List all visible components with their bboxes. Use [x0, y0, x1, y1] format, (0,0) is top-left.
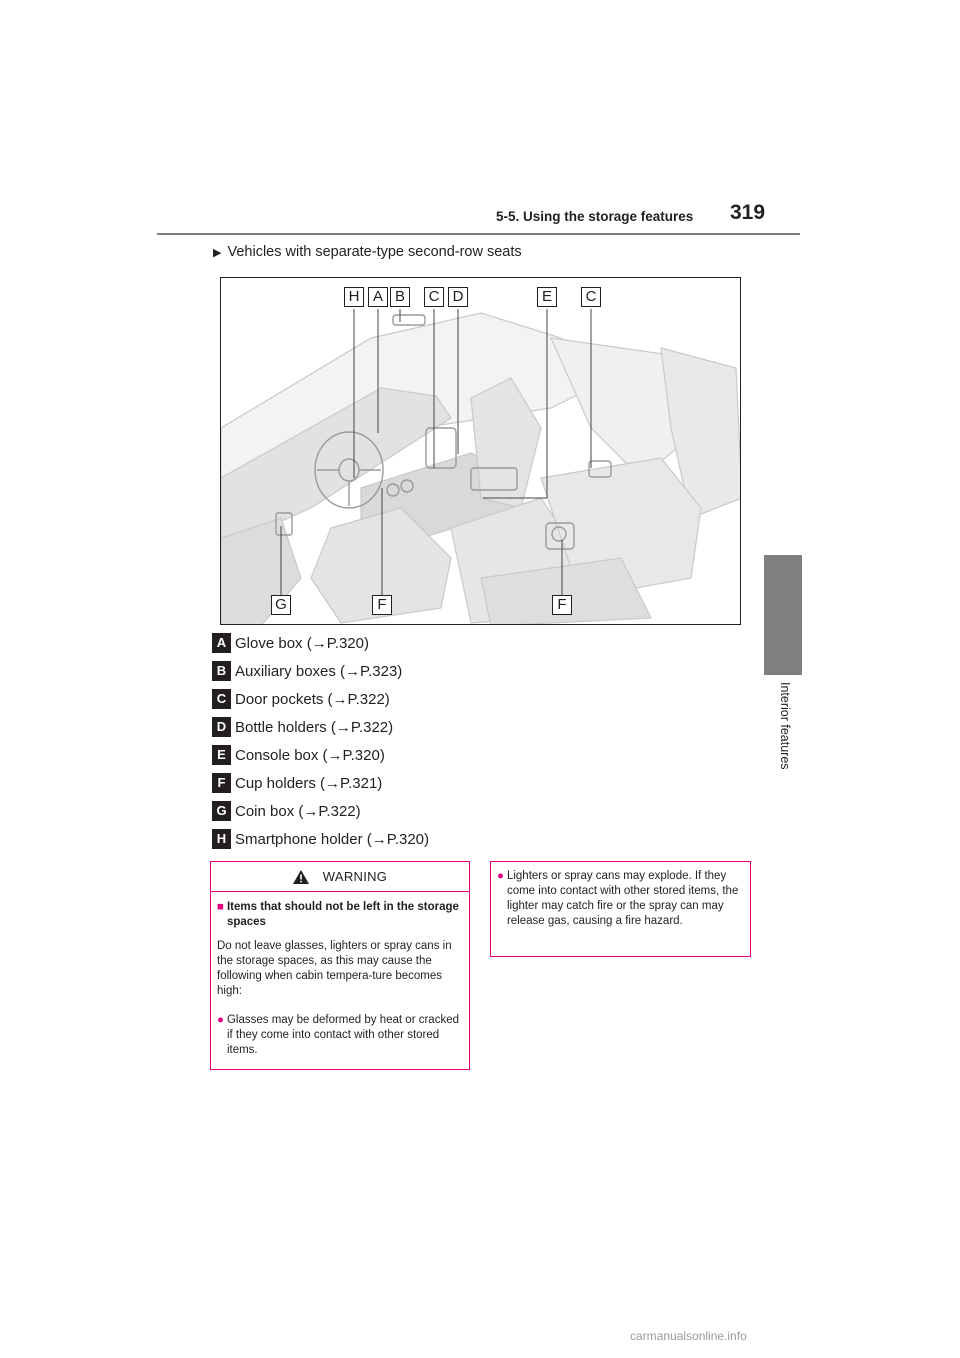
warning-title: WARNING	[322, 869, 388, 884]
warning-bullet	[497, 869, 744, 929]
legend-badge: A	[212, 633, 231, 653]
callout-e: E	[537, 287, 557, 307]
legend-item	[212, 772, 382, 794]
legend-badge: D	[212, 717, 231, 737]
square-bullet-icon: ■	[217, 901, 224, 913]
legend-badge: G	[212, 801, 231, 821]
footer-watermark: carmanualsonline.info	[630, 1329, 747, 1343]
legend-item	[212, 828, 429, 850]
legend-item	[212, 744, 385, 766]
warning-header	[211, 862, 469, 892]
legend-text: Bottle holders (→P.322)	[235, 718, 394, 736]
circle-bullet-icon: ●	[217, 1014, 224, 1026]
warning-bullet-text: Lighters or spray cans may explode. If they come into contact with other stored items, the lighter may catch fire or the spray can may release gas, causing a fire hazard.	[506, 870, 739, 927]
callout-d: D	[448, 287, 468, 307]
warning-continuation-box	[490, 861, 751, 957]
warning-continuation-body	[491, 862, 750, 929]
callout-f-front: F	[372, 595, 392, 615]
legend-badge: F	[212, 773, 231, 793]
warning-bullet-text: Glasses may be deformed by heat or cracked if they come into contact with other stored items.	[226, 1014, 459, 1056]
legend-item	[212, 800, 361, 822]
interior-drawing	[221, 278, 741, 625]
warning-triangle-icon	[293, 870, 309, 884]
triangle-bullet-icon: ▶	[213, 246, 222, 259]
header-rule	[157, 233, 800, 235]
callout-h: H	[344, 287, 364, 307]
figure-subheading	[213, 244, 522, 260]
legend-badge: C	[212, 689, 231, 709]
chapter-title: Interior features	[778, 682, 792, 770]
callout-c-rear: C	[581, 287, 601, 307]
page-number: 319	[730, 201, 766, 224]
callout-c-front: C	[424, 287, 444, 307]
legend-item	[212, 688, 390, 710]
warning-subheading-text: Items that should not be left in the storage spaces	[226, 901, 459, 928]
legend-text: Smartphone holder (→P.320)	[235, 830, 430, 848]
legend-text: Coin box (→P.322)	[235, 802, 361, 820]
warning-body	[211, 892, 469, 1058]
callout-a: A	[368, 287, 388, 307]
callout-b: B	[390, 287, 410, 307]
warning-box	[210, 861, 470, 1070]
legend-text: Cup holders (→P.321)	[235, 774, 383, 792]
chapter-title-tab	[764, 680, 802, 790]
callout-g: G	[271, 595, 291, 615]
legend-text: Door pockets (→P.322)	[235, 690, 390, 708]
warning-paragraph: Do not leave glasses, lighters or spray cans in the storage spaces, as this may cause the following when cabin tempera-ture becomes high:	[217, 940, 452, 997]
legend-text: Console box (→P.320)	[235, 746, 385, 764]
interior-illustration	[220, 277, 741, 625]
legend-badge: B	[212, 661, 231, 681]
legend-text: Glove box (→P.320)	[235, 634, 369, 652]
legend-item	[212, 660, 402, 682]
callout-f-rear: F	[552, 595, 572, 615]
warning-subheading	[217, 900, 463, 930]
section-title: 5-5. Using the storage features	[496, 209, 694, 224]
subheading-text: Vehicles with separate-type second-row seats	[227, 244, 522, 260]
legend-item	[212, 716, 393, 738]
legend-text: Auxiliary boxes (→P.323)	[235, 662, 403, 680]
circle-bullet-icon: ●	[497, 870, 504, 882]
warning-bullet	[217, 1013, 463, 1058]
legend-badge: E	[212, 745, 231, 765]
legend-badge: H	[212, 829, 231, 849]
legend-item	[212, 632, 369, 654]
chapter-number: 5	[778, 1183, 788, 1200]
